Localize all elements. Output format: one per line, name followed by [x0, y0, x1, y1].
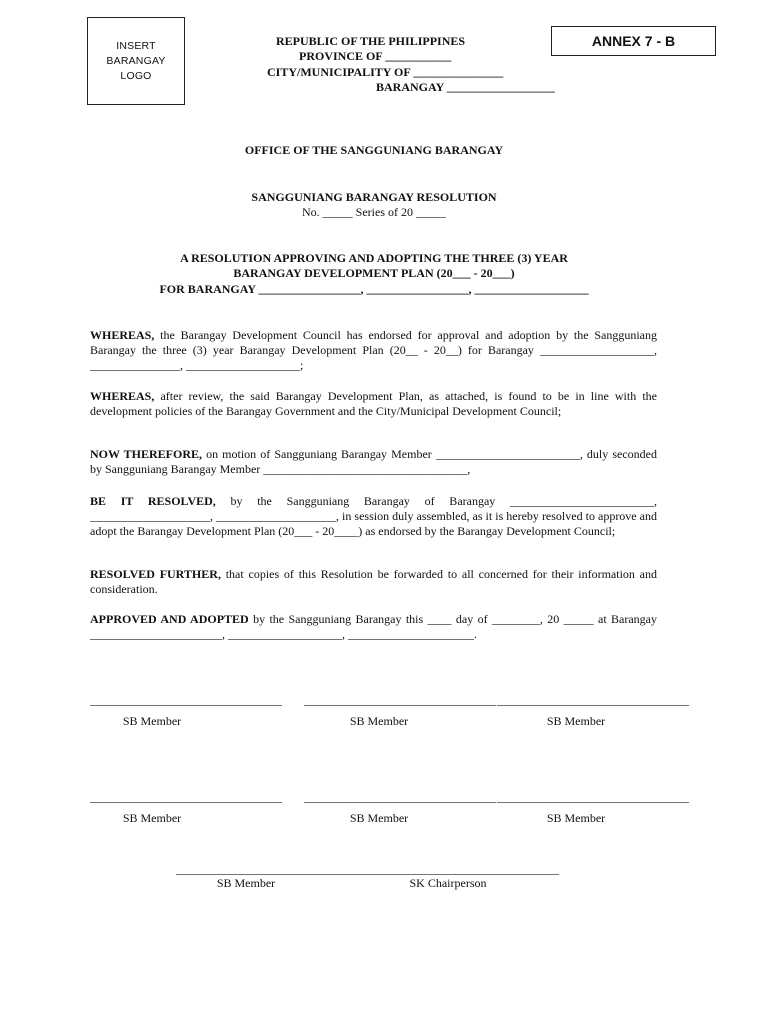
signature-role: SB Member [349, 811, 409, 825]
subject-line-2: BARANGAY DEVELOPMENT PLAN (20___ - 20___) [233, 266, 515, 280]
approved-adopted-paragraph [90, 612, 657, 642]
signature-line: ________________________________ [176, 862, 368, 876]
paragraph-text: by the Sangguniang Barangay of Barangay ________________________, ____________________, ____________________, in session duly assembled, as it is hereby resolved to approve and adopt the Barangay Development Plan (20___ - 20____) as endorsed by the Barangay Development Council; [90, 494, 657, 538]
now-therefore-paragraph [90, 447, 657, 477]
logo-placeholder-text: INSERT BARANGAY LOGO [106, 39, 166, 82]
paragraph-text: after review, the said Barangay Development Plan, as attached, is found to be in line with the development policies of the Barangay Government and the City/Municipal Development Council; [90, 389, 657, 418]
paragraph-lead: APPROVED AND ADOPTED [90, 612, 249, 626]
signature-block [90, 790, 282, 826]
header-city-municipality: CITY/MUNICIPALITY OF _______________ [267, 65, 504, 79]
signature-line: ________________________________ [304, 693, 496, 707]
whereas-paragraph-1 [90, 328, 657, 373]
paragraph-lead: RESOLVED FURTHER, [90, 567, 221, 581]
paragraph-lead: WHEREAS, [90, 328, 155, 342]
signature-block [304, 693, 496, 729]
signature-block [497, 790, 689, 826]
header-republic: REPUBLIC OF THE PHILIPPINES [276, 34, 466, 48]
resolution-number: No. _____ Series of 20 _____ [302, 205, 446, 219]
signature-block [497, 693, 689, 729]
signature-block [304, 790, 496, 826]
signature-role: SB Member [546, 811, 606, 825]
signature-role: SK Chairperson [409, 876, 487, 890]
be-it-resolved-paragraph [90, 494, 657, 539]
signature-line: ________________________________ [497, 790, 689, 804]
paragraph-lead: WHEREAS, [90, 389, 155, 403]
signature-block [176, 862, 368, 891]
paragraph-text: on motion of Sangguniang Barangay Member ________________________, duly seconded by Sangguniang Barangay Member __________________________________, [90, 447, 657, 476]
paragraph-text: by the Sangguniang Barangay this ____ day of ________, 20 _____ at Barangay ______________________, ___________________, _____________________. [90, 612, 657, 641]
paragraph-text: the Barangay Development Council has endorsed for approval and adoption by the Sangguniang Barangay the three (3) year Barangay Development Plan (20__ - 20__) for Barangay ___________________, _______________, ___________________; [90, 328, 657, 372]
subject-line-1: A RESOLUTION APPROVING AND ADOPTING THE THREE (3) YEAR [180, 251, 568, 265]
signature-role: SB Member [349, 714, 409, 728]
signature-block [367, 862, 559, 891]
signature-line: ________________________________ [367, 862, 559, 876]
signature-role: SB Member [216, 876, 276, 890]
signature-line: ________________________________ [497, 693, 689, 707]
signature-line: ________________________________ [90, 693, 282, 707]
signature-role: SB Member [122, 714, 182, 728]
signature-role: SB Member [546, 714, 606, 728]
resolved-further-paragraph [90, 567, 657, 597]
barangay-logo-placeholder [87, 17, 185, 105]
signature-line: ________________________________ [304, 790, 496, 804]
signature-block [90, 693, 282, 729]
resolution-title: SANGGUNIANG BARANGAY RESOLUTION [251, 190, 497, 204]
signature-line: ________________________________ [90, 790, 282, 804]
signature-role: SB Member [122, 811, 182, 825]
subject-line-3: FOR BARANGAY _________________, _________________, ___________________ [159, 282, 589, 296]
paragraph-lead: BE IT RESOLVED, [90, 494, 216, 508]
annex-label: ANNEX 7 - B [551, 26, 716, 56]
paragraph-text: that copies of this Resolution be forwarded to all concerned for their information and consideration. [90, 567, 657, 596]
office-title: OFFICE OF THE SANGGUNIANG BARANGAY [244, 143, 504, 157]
paragraph-lead: NOW THEREFORE, [90, 447, 202, 461]
header-barangay: BARANGAY __________________ [376, 80, 555, 94]
header-province: PROVINCE OF ___________ [299, 49, 452, 63]
whereas-paragraph-2 [90, 389, 657, 419]
